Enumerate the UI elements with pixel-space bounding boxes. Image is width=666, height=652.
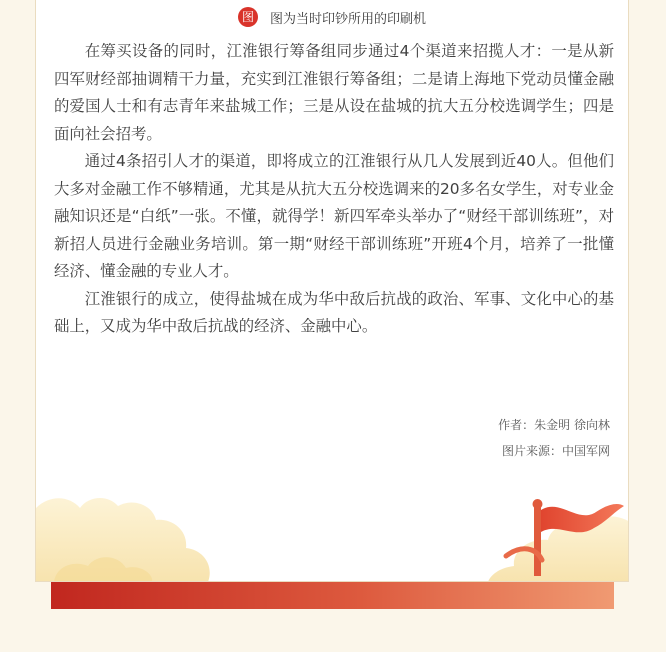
paragraph: 江淮银行的成立，使得盐城在成为华中敌后抗战的政治、军事、文化中心的基础上，又成为华中敌后抗战的经济、金融中心。 [54, 289, 614, 335]
caption-text: 图为当时印钞所用的印刷机 [269, 11, 426, 27]
left-cloud-icon [36, 498, 210, 582]
article-card [35, 0, 629, 582]
caption-badge: 图 [238, 7, 258, 27]
cloud-flag-decoration [36, 470, 629, 582]
paragraph: 在筹买设备的同时，江淮银行筹备组同步通过4个渠道来招揽人才：一是从新四军财经部抽调精干力量，充实到江淮银行筹备组；二是请上海地下党动员懂金融的爱国人士和有志青年来盐城工作；三是从设在盐城的抗大五分校选调学生；四是面向社会招考。 [54, 42, 614, 143]
footer-ribbon [51, 582, 614, 609]
author-line: 作者：朱金明 徐向林 [498, 418, 610, 432]
source-line: 图片来源：中国军网 [501, 444, 610, 458]
paragraph: 通过4条招引人才的渠道，即将成立的江淮银行从几人发展到近40人。但他们大多对金融工作不够精通，尤其是从抗大五分校选调来的20多名女学生，对专业金融知识还是“白纸”一张。不懂，就得学！新四军牵头举办了“财经干部训练班”，对新招人员进行金融业务培训。第一期“财经干部训练班”开班4个月，培养了一批懂经济、懂金融的专业人才。 [54, 152, 614, 280]
image-caption [36, 6, 628, 28]
article-body [54, 38, 614, 341]
credits [498, 412, 610, 464]
